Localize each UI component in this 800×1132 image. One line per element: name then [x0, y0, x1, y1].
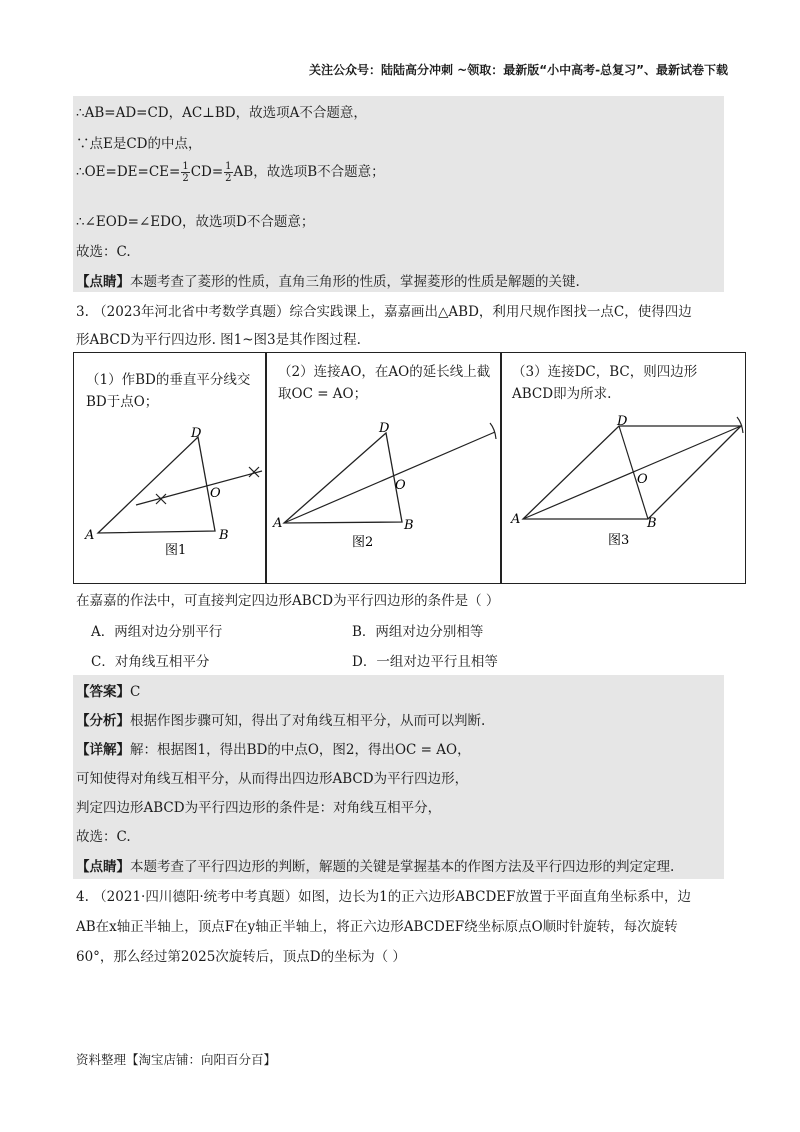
- fig2-ray-ao: [284, 432, 495, 523]
- fig1-diagram: [74, 353, 265, 582]
- q3-analysis: 【分析】根据作图步骤可知，得出了对角线互相平分，从而可以判断.: [76, 713, 486, 729]
- q4-line-3: 60°，那么经过第2025次旋转后，顶点D的坐标为（ ）: [76, 949, 406, 965]
- fig1-caption: （1）作BD的垂直平分线交BD于点O；: [86, 372, 251, 410]
- fig1-point-a: A: [85, 528, 95, 543]
- fig3-point-b: B: [647, 516, 657, 531]
- prev-solution-block: [73, 96, 724, 292]
- prev-solution-line-3: ∴OE=DE=CE= $\frac{1}{2}$ CD= $\frac{1}{2}$ AB，故选项B不合题意；: [76, 161, 385, 184]
- q3-question: 在嘉嘉的作法中，可直接判定四边形ABCD为平行四边形的条件是（ ）: [76, 593, 500, 609]
- fig2-point-d: D: [379, 421, 390, 436]
- fig1-label: 图1: [165, 543, 187, 558]
- q3-option-a: A．两组对边分别平行: [91, 624, 223, 640]
- q3-stem-line-1: 3. （2023年河北省中考数学真题）综合实践课上，嘉嘉画出△ABD，利用尺规作图找一点C，使得四边: [76, 304, 692, 320]
- prev-solution-line-4: ∴∠EOD=∠EDO，故选项D不合题意；: [76, 214, 315, 230]
- fig3-label: 图3: [608, 533, 630, 548]
- q3-detail-4: 故选：C.: [76, 829, 131, 845]
- fig2-label: 图2: [352, 535, 374, 550]
- fig3-point-o: O: [637, 472, 648, 487]
- q3-detail-3: 判定四边形ABCD为平行四边形的条件是：对角线互相平分，: [76, 800, 442, 816]
- fig3-diagonal-ac: [523, 426, 741, 519]
- fig1-point-o: O: [210, 486, 221, 501]
- fig3-point-d: D: [617, 414, 628, 429]
- fig2-triangle-abd: [284, 433, 402, 523]
- fig2-caption: （2）连接AO，在AO的延长线上截取OC = AO；: [278, 364, 491, 402]
- fig1-point-b: B: [219, 528, 229, 543]
- prev-solution-line-1: ∴AB=AD=CD，AC⊥BD，故选项A不合题意，: [76, 105, 367, 121]
- fraction-one-half: $\frac{1}{2}$: [225, 161, 232, 184]
- fig1-point-d: D: [191, 426, 202, 441]
- q3-stem-line-2: 形ABCD为平行四边形. 图1~图3是其作图过程.: [76, 332, 361, 348]
- q3-option-d: D．一组对边平行且相等: [352, 654, 498, 670]
- prev-solution-line-2: ∵点E是CD的中点，: [76, 136, 202, 152]
- q4-line-1: 4. （2021·四川德阳·统考中考真题）如图，边长为1的正六边形ABCDEF放置于平面直角坐标系中，边: [76, 889, 691, 905]
- fig2-diagram: [266, 353, 500, 582]
- fig1-triangle-abd: [98, 437, 215, 533]
- q3-option-b: B．两组对边分别相等: [352, 624, 484, 640]
- q3-figure-box: [73, 352, 746, 584]
- fig2-point-b: B: [404, 518, 414, 533]
- fraction-one-half: $\frac{1}{2}$: [182, 161, 189, 184]
- q3-detail-2: 可知使得对角线互相平分，从而得出四边形ABCD为平行四边形，: [76, 771, 469, 787]
- page-footer: 资料整理【淘宝店铺：向阳百分百】: [76, 1052, 277, 1067]
- fig2-arc-c: [490, 423, 496, 439]
- q3-comment: 【点睛】本题考查了平行四边形的判断，解题的关键是掌握基本的作图方法及平行四边形的判定定理.: [76, 859, 675, 875]
- q3-option-c: C．对角线互相平分: [91, 654, 210, 670]
- prev-solution-line-5: 故选：C.: [76, 244, 131, 260]
- q3-detail-1: 【详解】解：根据图1，得出BD的中点O，图2，得出OC = AO，: [76, 742, 471, 758]
- fig3-caption: （3）连接DC，BC，则四边形ABCD即为所求.: [512, 364, 698, 402]
- page-header: 关注公众号：陆陆高分冲刺 ~领取：最新版“小中高考-总复习”、最新试卷下载: [309, 63, 728, 77]
- fig3-point-a: A: [511, 512, 521, 527]
- q3-answer: 【答案】C: [76, 684, 141, 700]
- fig3-arc-c: [737, 417, 743, 433]
- fig1-perpendicular-bisector: [136, 471, 262, 505]
- q4-line-2: AB在x轴正半轴上，顶点F在y轴正半轴上，将正六边形ABCDEF绕坐标原点O顺时针旋转，每次旋转: [76, 919, 678, 935]
- fig2-point-a: A: [273, 516, 283, 531]
- prev-solution-comment: 【点睛】本题考查了菱形的性质，直角三角形的性质，掌握菱形的性质是解题的关键.: [76, 274, 580, 290]
- fig3-diagram: [501, 353, 745, 582]
- fig2-point-o: O: [395, 478, 406, 493]
